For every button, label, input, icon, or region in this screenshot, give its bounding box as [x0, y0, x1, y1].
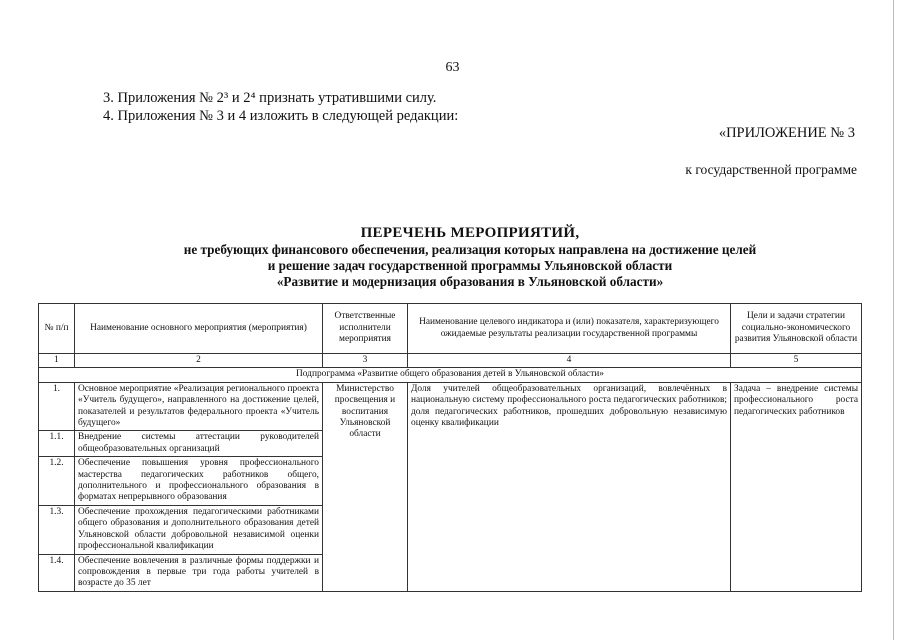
- table-header-row: [39, 304, 862, 354]
- col-number: 3: [323, 354, 408, 368]
- header-responsible: Ответственные исполнители мероприятия: [323, 304, 408, 354]
- title-line-1: ПЕРЕЧЕНЬ МЕРОПРИЯТИЙ,: [360, 225, 580, 241]
- title-line-4: «Развитие и модернизация образования в Ульяновской области»: [276, 274, 664, 289]
- paragraph-3: 3. Приложения № 2³ и 2⁴ признать утратившими силу.: [103, 90, 437, 106]
- col-number: 5: [731, 354, 862, 368]
- column-number-row: [39, 354, 862, 368]
- subprogram-row: [39, 368, 862, 382]
- row-name: Внедрение системы аттестации руководителей общеобразовательных организаций: [75, 431, 323, 457]
- row-number: 1.3.: [39, 505, 75, 554]
- indicator-cell: Доля учителей общеобразовательных организаций, вовлечённых в национальную систему профессионального роста педагогических работников; доля педагогических работников, прошедших добровольную независимую оценку квалификации: [408, 382, 731, 591]
- scan-edge-line: [893, 0, 894, 640]
- row-name: Обеспечение повышения уровня профессионального мастерства педагогических работников общего, дополнительного и профессионального образования в форматах непрерывного образования: [75, 457, 323, 506]
- row-number: 1.: [39, 382, 75, 431]
- row-name: Основное мероприятие «Реализация регионального проекта «Учитель будущего», направленного на достижение целей, показателей и результатов федерального проекта «Учитель будущего»: [75, 382, 323, 431]
- document-title: [80, 225, 860, 290]
- row-number: 1.2.: [39, 457, 75, 506]
- appendix-label: «ПРИЛОЖЕНИЕ № 3: [718, 125, 855, 141]
- col-number: 2: [75, 354, 323, 368]
- title-line-2: не требующих финансового обеспечения, реализация которых направлена на достижение целей: [183, 242, 757, 257]
- paragraph-4: 4. Приложения № 3 и 4 изложить в следующей редакции:: [103, 108, 459, 124]
- col-number: 1: [39, 354, 75, 368]
- row-name: Обеспечение вовлечения в различные формы поддержки и сопровождения в первые три года работы учителей в возрасте до 35 лет: [75, 554, 323, 591]
- header-num: № п/п: [39, 304, 75, 354]
- header-name: Наименование основного мероприятия (мероприятия): [75, 304, 323, 354]
- header-goals: Цели и задачи стратегии социально-экономического развития Ульяновской области: [731, 304, 862, 354]
- appendix-subtitle: к государственной программе: [685, 162, 857, 177]
- col-number: 4: [408, 354, 731, 368]
- row-name: Обеспечение прохождения педагогическими работниками общего образования и дополнительного образования детей Ульяновской области добровольной независимой оценки профессиональной квалификации: [75, 505, 323, 554]
- events-table: [38, 303, 862, 592]
- row-number: 1.1.: [39, 431, 75, 457]
- title-line-3: и решение задач государственной программы Ульяновской области: [267, 258, 673, 273]
- table-row: [39, 382, 862, 431]
- subprogram-title: Подпрограмма «Развитие общего образования детей в Ульяновской области»: [39, 368, 862, 382]
- row-number: 1.4.: [39, 554, 75, 591]
- header-indicator: Наименование целевого индикатора и (или) показателя, характеризующего ожидаемые результаты реализации государственной программы: [408, 304, 731, 354]
- page-number: 63: [445, 60, 460, 75]
- responsible-cell: Министерство просвещения и воспитания Ульяновской области: [323, 382, 408, 591]
- goals-cell: Задача – внедрение системы профессионального роста педагогических работников: [731, 382, 862, 591]
